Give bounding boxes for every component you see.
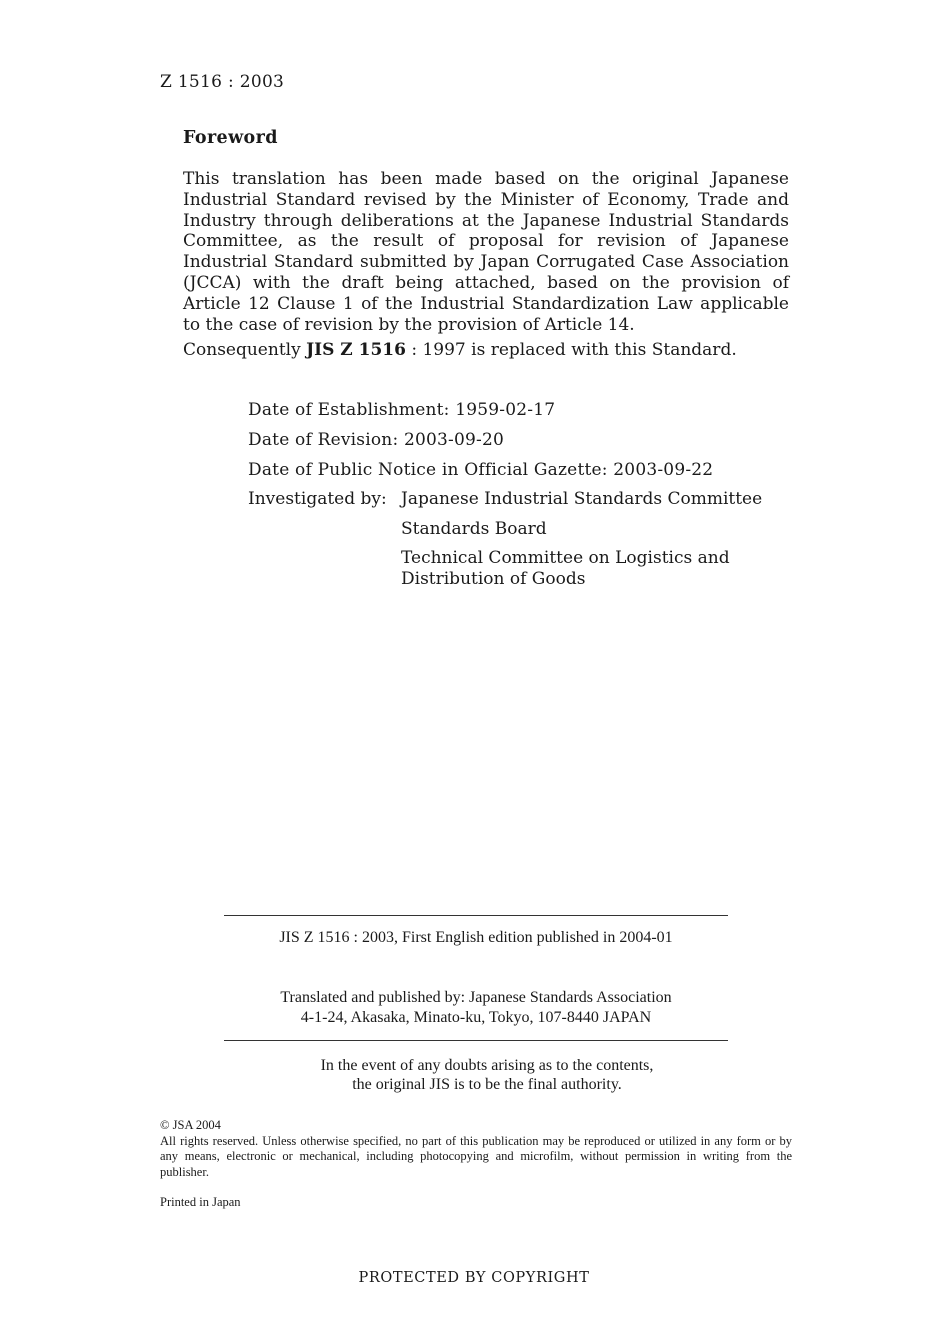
replacement-statement [183,340,737,360]
technical-committee-line2: Distribution of Goods [401,569,586,589]
date-of-revision: Date of Revision: 2003-09-20 [248,430,504,450]
date-of-establishment: Date of Establishment: 1959-02-17 [248,400,556,420]
top-divider [224,915,728,916]
authority-notice [224,1056,750,1094]
protected-by-copyright-footer: PROTECTED BY COPYRIGHT [358,1270,590,1286]
replacement-prefix: Consequently [183,340,307,360]
edition-statement: JIS Z 1516 : 2003, First English edition published in 2004-01 [279,929,673,946]
printed-in: Printed in Japan [160,1195,241,1209]
investigated-by-label: Investigated by: [248,489,387,509]
notice-line-1: In the event of any doubts arising as to the contents, [320,1057,654,1074]
rights-statement: All rights reserved. Unless otherwise specified, no part of this publication may be reproduced or utilized in any form or by any means, electronic or mechanical, including photocopying and microfilm, without permission in writing from the publisher. [160,1133,792,1179]
technical-committee-line1: Technical Committee on Logistics and [401,548,730,568]
bottom-divider [224,1040,728,1041]
notice-line-2: the original JIS is to be the final authority. [352,1076,622,1093]
publisher-block [224,988,728,1028]
date-of-public-notice: Date of Public Notice in Official Gazette: 2003-09-22 [248,460,714,480]
publisher-line: Translated and published by: Japanese Standards Association [280,989,672,1006]
foreword-heading: Foreword [183,128,278,148]
replacement-suffix: : 1997 is replaced with this Standard. [405,340,737,360]
investigating-board: Standards Board [401,519,547,539]
foreword-paragraph: This translation has been made based on the original Japanese Industrial Standard revised by the Minister of Economy, Trade and Industry through deliberations at the Japanese Industrial Standards Committee, as the result of proposal for revision of Japanese Industrial Standard submitted by Japan Corrugated Case Association (JCCA) with the draft being attached, based on the provision of Article 12 Clause 1 of the Industrial Standardization Law applicable to the case of revision by the provision of Article 14. [183,169,789,335]
replaced-standard: JIS Z 1516 [306,340,406,360]
investigating-committee: Japanese Industrial Standards Committee [401,489,763,509]
document-code: Z 1516 : 2003 [160,72,285,92]
copyright-notice: © JSA 2004 [160,1118,221,1132]
publisher-address: 4-1-24, Akasaka, Minato-ku, Tokyo, 107-8440 JAPAN [300,1009,652,1026]
copyright-block [160,1118,792,1180]
